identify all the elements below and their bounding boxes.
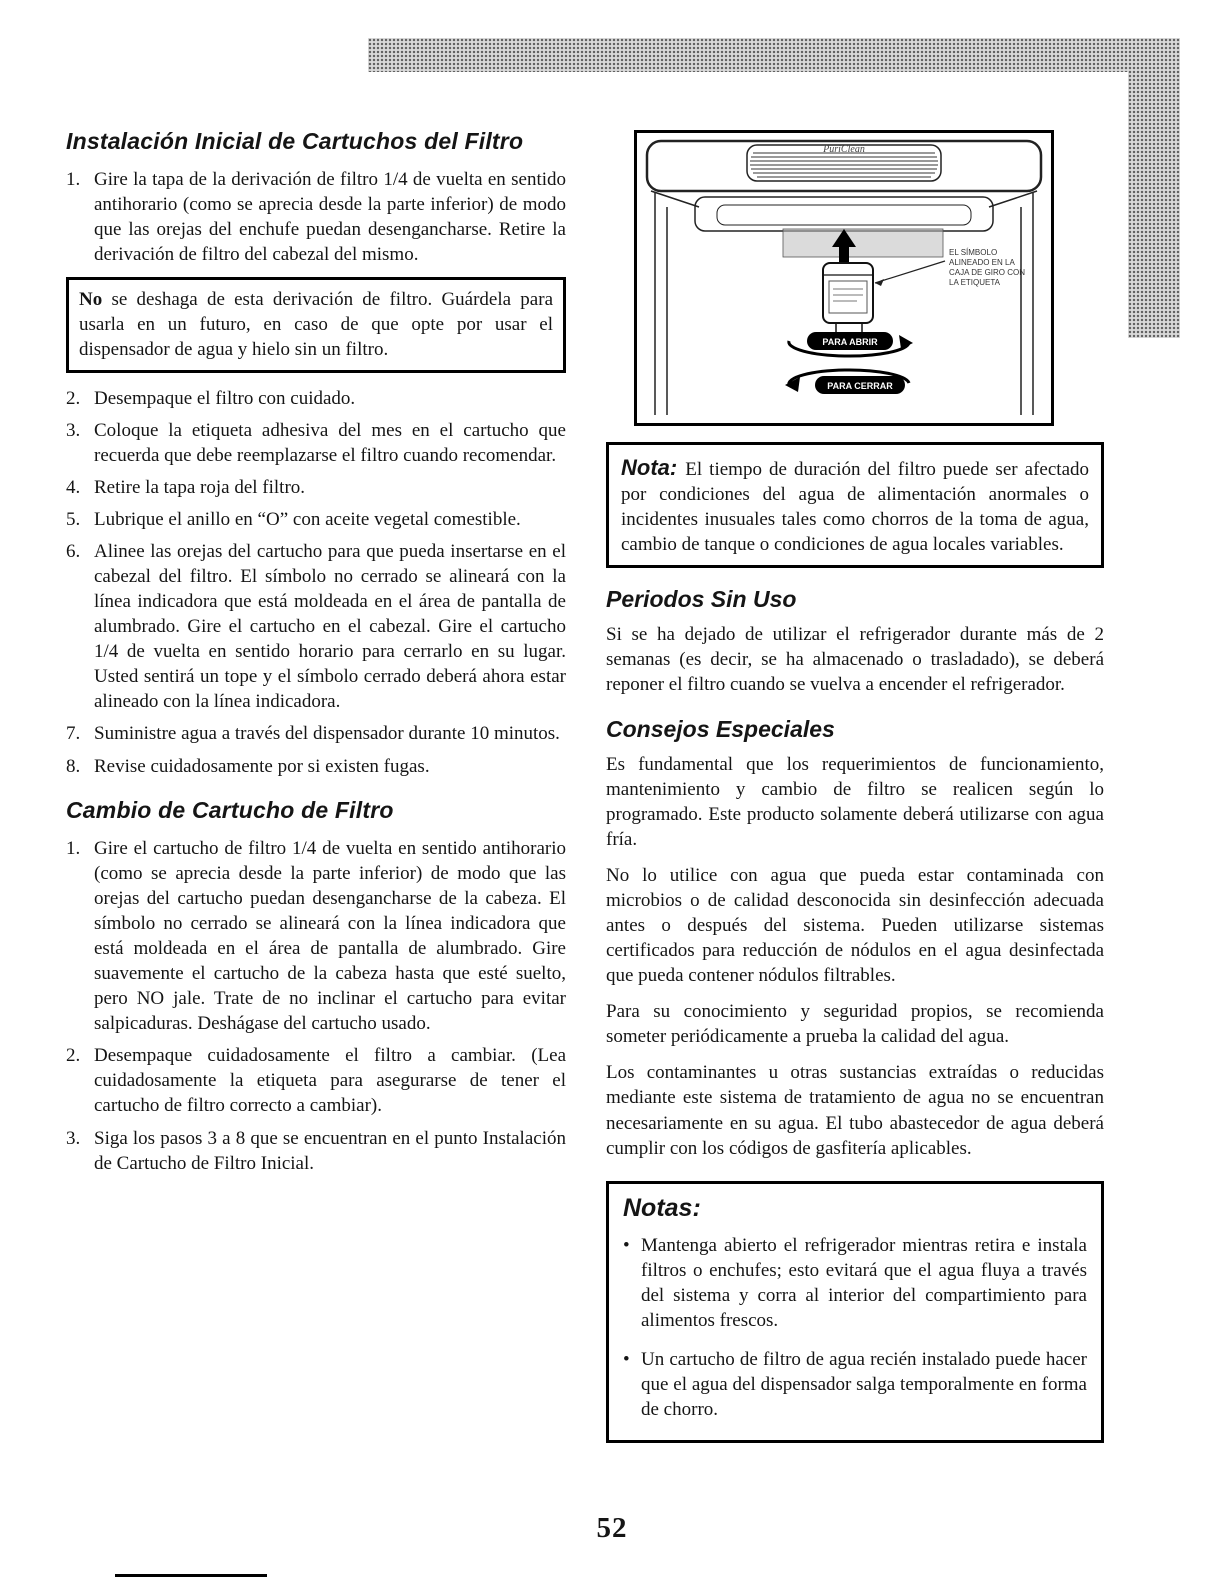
list-text: Gire la tapa de la derivación de filtro 1/4 de vuelta en sentido antihorario (como se aprecia desde la parte inferior) de modo que las orejas del enchufe puedan desengancharse. Retire la derivación de filtro del cabezal del mismo. [94, 169, 566, 266]
list-item [66, 475, 566, 500]
svg-text:ALINEADO EN LA: ALINEADO EN LA [949, 258, 1015, 267]
list-number: 2. [66, 387, 81, 409]
list-number: 6. [66, 540, 81, 562]
list-number: 8. [66, 755, 81, 777]
list-number: 7. [66, 723, 81, 745]
list-item [66, 386, 566, 411]
svg-text:CAJA DE GIRO CON: CAJA DE GIRO CON [949, 268, 1026, 277]
list-number: 2. [66, 1045, 81, 1067]
halftone-top-bar [368, 38, 1180, 72]
notas-box [606, 1181, 1104, 1444]
close-pill-label: PARA CERRAR [827, 381, 893, 391]
section-title-periodos: Periodos Sin Uso [606, 586, 797, 613]
consejos-paragraph: Para su conocimiento y seguridad propios, se recomienda someter periódicamente a prueba la calidad del agua. [606, 1001, 1104, 1048]
footer-line [115, 1574, 267, 1577]
list-text: Gire el cartucho de filtro 1/4 de vuelta en sentido antihorario (como se aprecia desde la parte inferior) de modo que las orejas del cartucho puedan desengancharse de la cabeza. El símbolo no cerrado se alineará con la línea indicadora que está moldeada en el área de pantalla de alumbrado. Gire suavemente el cartucho de la cabeza hasta que esté suelto, pero NO jale. Trate de no inclinar el cartucho para evitar salpicaduras. Deshágase del cartucho usado. [94, 837, 566, 1035]
list-text: Suministre agua a través del dispensador durante 10 minutos. [94, 723, 560, 745]
brand-script-label: PuriClean [823, 144, 865, 155]
right-column [606, 128, 1104, 1443]
list-text: Siga los pasos 3 a 8 que se encuentran en el punto Instalación de Cartucho de Filtro Inicial. [94, 1127, 566, 1174]
nota-box [606, 442, 1104, 568]
list-text: Retire la tapa roja del filtro. [94, 476, 306, 498]
list-text: Alinee las orejas del cartucho para que pueda insertarse en el cabezal del filtro. El símbolo no cerrado se alineará con la línea indicadora que está moldeada en el área de pantalla de alumbrado. Gire el cartucho en el cabezal. Gire el cartucho 1/4 de vuelta en sentido horario para cerrarlo en su lugar. Usted sentirá un tope y el símbolo cerrado deberá ahora estar alineado con la línea indicadora. [94, 540, 566, 713]
list-number: 1. [66, 169, 81, 190]
bypass-note-text: se deshaga de esta derivación de filtro. Guárdela para usarla en un futuro, en caso de que opte por usar el dispensador de agua y hielo sin un filtro. [79, 289, 553, 361]
bullet-text: Un cartucho de filtro de agua recién instalado puede hacer que el agua del dispensador salga temporalmente en forma de chorro. [641, 1349, 1087, 1421]
list-text: Lubrique el anillo en “O” con aceite vegetal comestible. [94, 508, 521, 530]
nota-text: El tiempo de duración del filtro puede ser afectado por condiciones del agua de alimentación anormales o incidentes inusuales tales como chorros de la toma de agua, cambio de tanque o condiciones de agua locales variables. [621, 459, 1089, 556]
section-title-instalacion: Instalación Inicial de Cartuchos del Filtro [66, 128, 524, 154]
bypass-note-box [66, 277, 566, 372]
halftone-right-bar [1128, 38, 1180, 338]
svg-text:LA ETIQUETA: LA ETIQUETA [949, 278, 1000, 287]
list-text: Coloque la etiqueta adhesiva del mes en el cartucho que recuerda que debe reemplazarse el filtro cuando recomendar. [94, 419, 566, 466]
alignment-note-text [949, 248, 1025, 287]
open-pill-label: PARA ABRIR [822, 337, 878, 347]
bullet-dot: • [623, 1349, 630, 1371]
filter-diagram-svg [637, 133, 1051, 423]
bullet-item [623, 1347, 1087, 1422]
rotate-close-arrow [785, 370, 909, 394]
bypass-note-lead: No [79, 289, 103, 311]
section-title-cambio: Cambio de Cartucho de Filtro [66, 796, 394, 823]
consejos-paragraph: No lo utilice con agua que pueda estar contaminada con microbios o de calidad desconocida sin desinfección adecuada antes o después del sistema. Pueden utilizarse sistemas certificados para reducción de nódulos en el agua desinfectada que pueda contener nódulos filtrables. [606, 864, 1104, 987]
svg-text:EL SÍMBOLO: EL SÍMBOLO [949, 248, 998, 257]
bullet-dot: • [623, 1234, 630, 1256]
list-item [66, 836, 566, 1037]
consejos-paragraph: Los contaminantes u otras sustancias extraídas o reducidas mediante este sistema de tratamiento de agua no se encuentran necesariamente en su agua. El tubo abastecedor de agua deberá cumplir con los códigos de gasfitería aplicables. [606, 1062, 1104, 1159]
list-number: 4. [66, 476, 81, 498]
filter-cartridge [823, 263, 873, 337]
list-number: 5. [66, 508, 81, 530]
page-number: 52 [596, 1512, 628, 1544]
consejos-paragraph: Es fundamental que los requerimientos de funcionamiento, mantenimiento y cambio de filtro se realicen según lo programado. Este producto solamente deberá utilizarse con agua fría. [606, 753, 1104, 850]
nota-label: Nota: [621, 455, 678, 480]
list-item [66, 167, 566, 267]
list-item [66, 721, 566, 746]
list-text: Desempaque el filtro con cuidado. [94, 387, 356, 409]
bullet-item [623, 1233, 1087, 1333]
list-item [66, 1126, 566, 1176]
list-number: 3. [66, 419, 81, 441]
list-number: 1. [66, 837, 81, 859]
bullet-text: Mantenga abierto el refrigerador mientras retira e instala filtros o enchufes; esto evitará que el agua fluya a través del sistema y corra al interior del compartimiento para alimentos frescos. [641, 1234, 1087, 1331]
list-number: 3. [66, 1127, 81, 1149]
rotate-open-arrow [789, 332, 913, 356]
list-item [66, 754, 566, 779]
dispenser-grille [750, 153, 938, 177]
list-text: Desempaque cuidadosamente el filtro a cambiar. (Lea cuidadosamente la etiqueta para asegurarse de tener el cartucho de filtro correcto a cambiar). [94, 1045, 566, 1117]
list-item [66, 1043, 566, 1118]
notas-label: Notas: [623, 1193, 701, 1222]
filter-illustration [634, 130, 1054, 426]
list-item [66, 507, 566, 532]
left-column [66, 128, 566, 1183]
section-title-consejos: Consejos Especiales [606, 715, 835, 742]
list-text: Revise cuidadosamente por si existen fugas. [94, 755, 430, 777]
list-item [66, 418, 566, 468]
periodos-paragraph: Si se ha dejado de utilizar el refrigerador durante más de 2 semanas (es decir, se ha almacenado o trasladado), se deberá reponer el filtro cuando se vuelva a encender el refrigerador. [606, 624, 1104, 696]
list-item [66, 539, 566, 715]
